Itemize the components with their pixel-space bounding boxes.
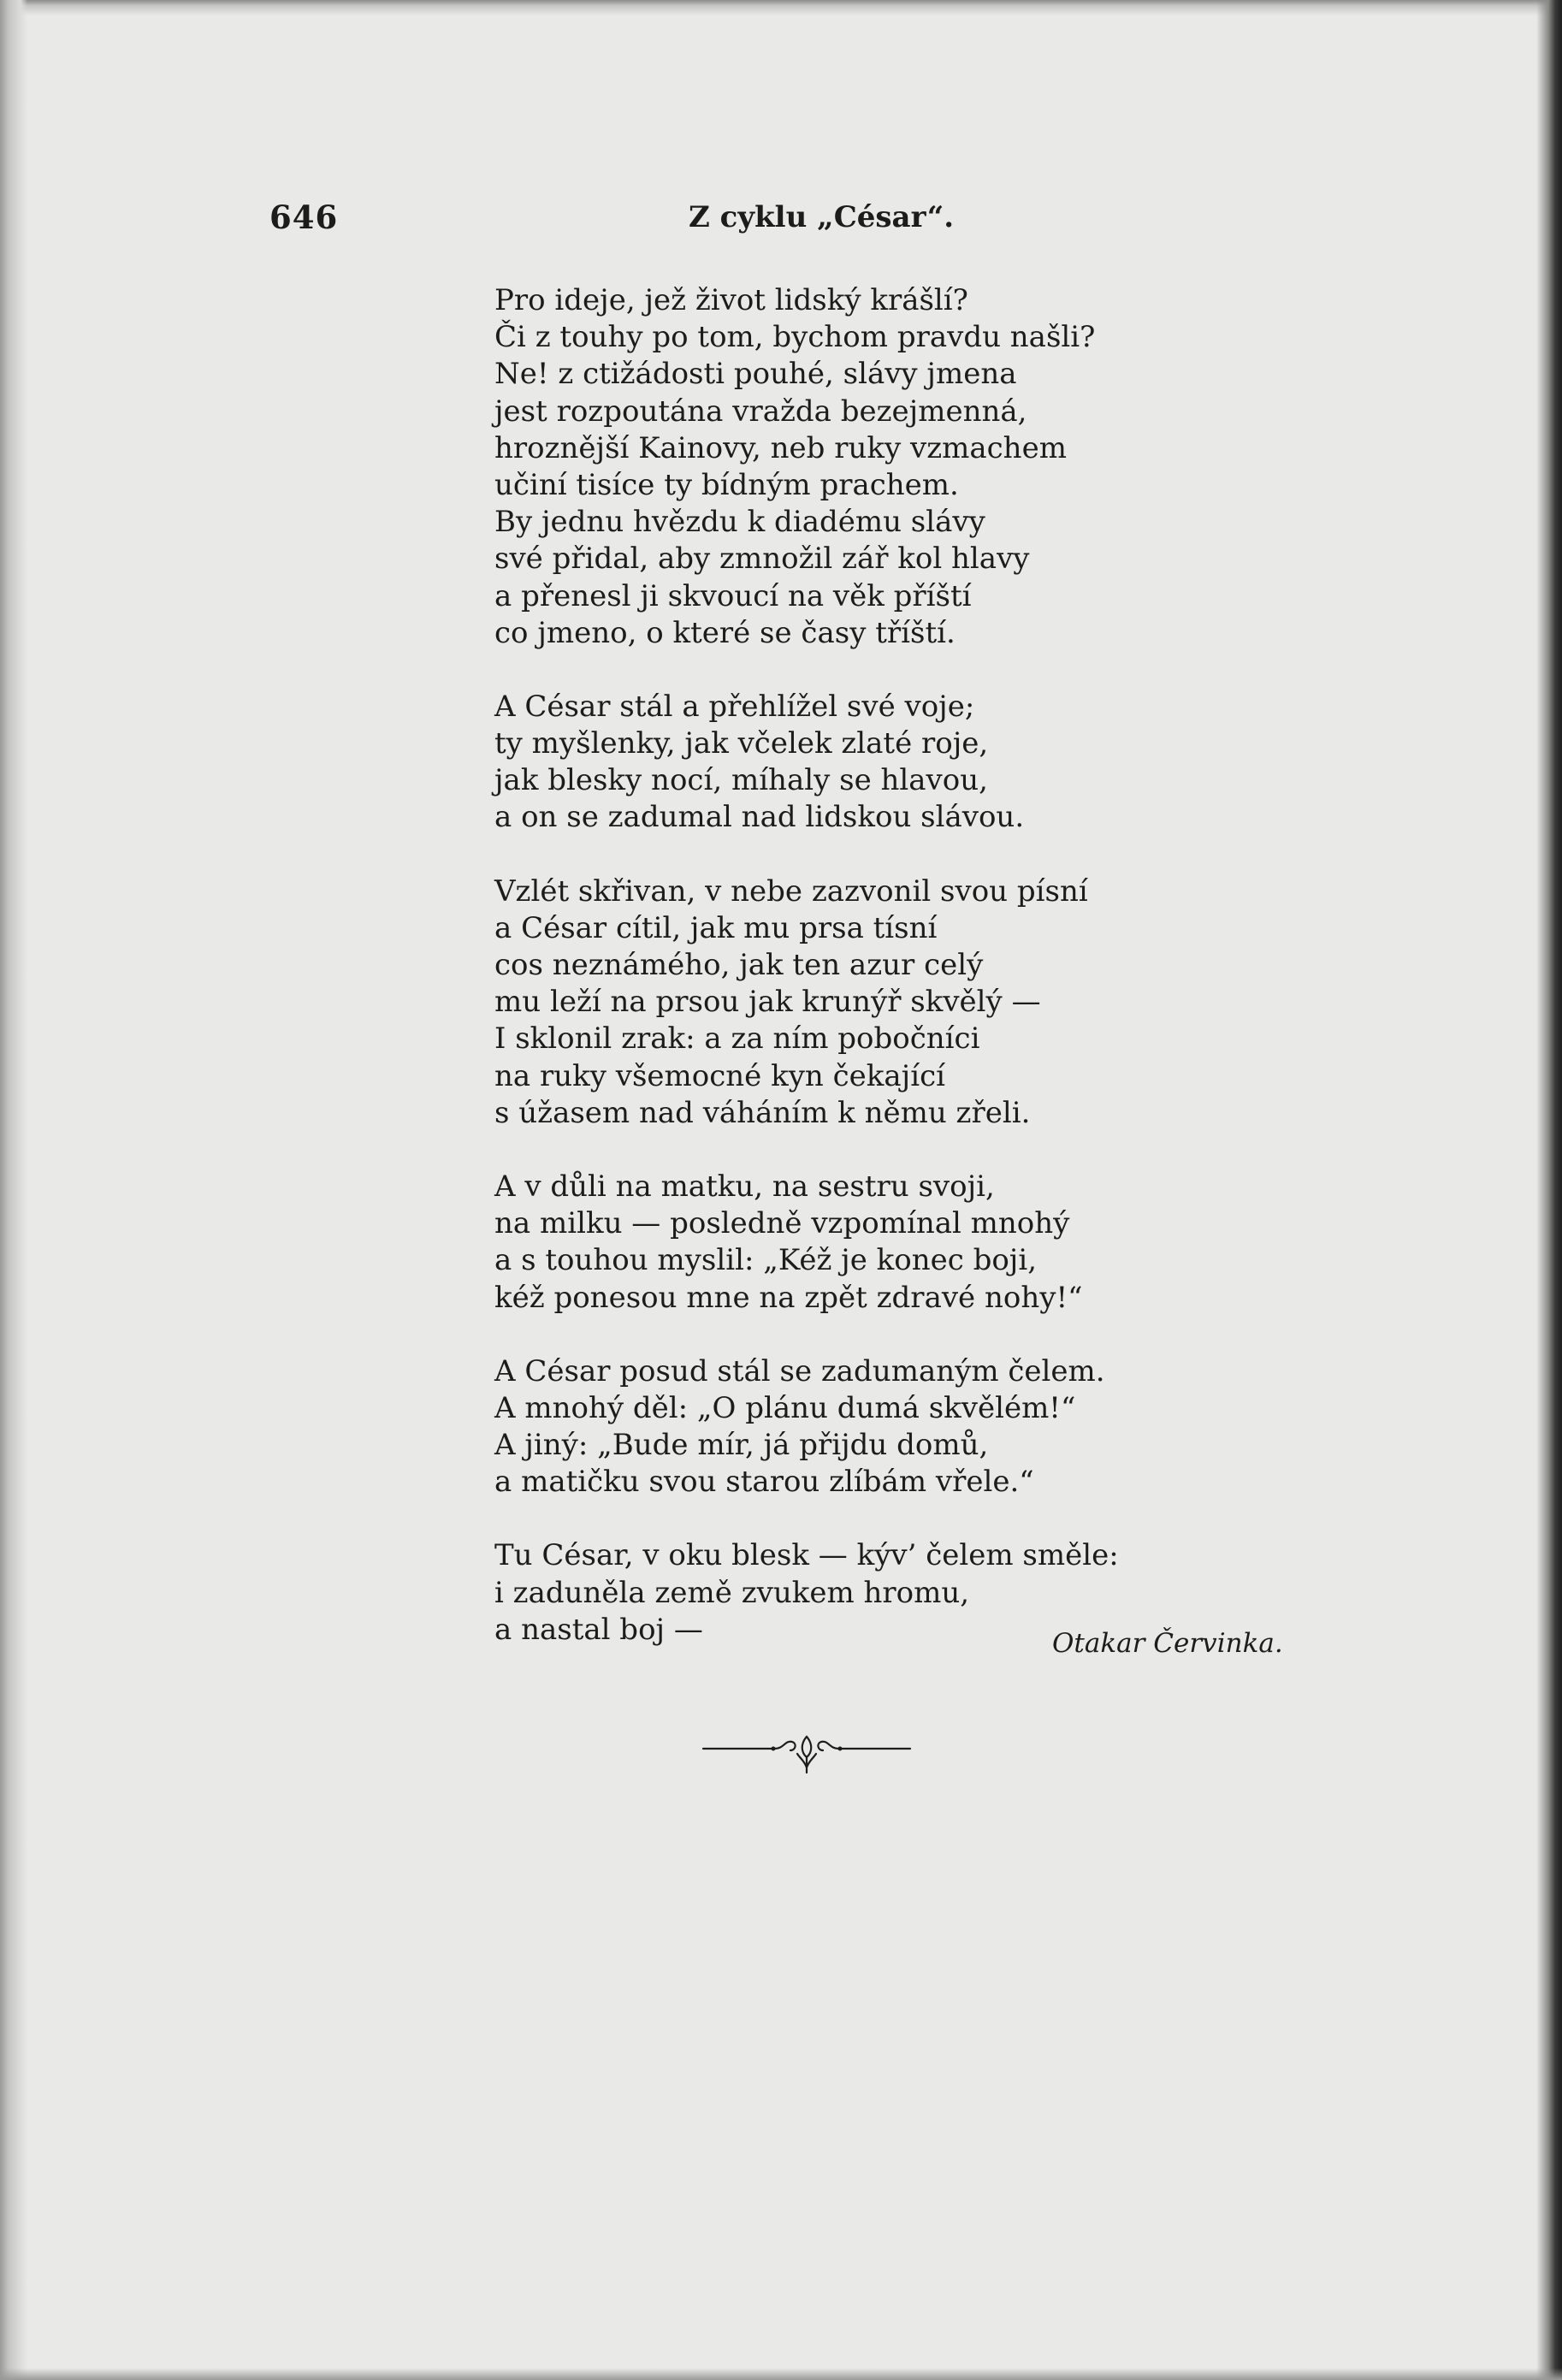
- author-signature: Otakar Červinka.: [1052, 1628, 1283, 1659]
- poem-line: mu leží na prsou jak krunýř skvělý —: [494, 985, 1041, 1020]
- poem-line: Tu César, v oku blesk — kýv’ čelem směle:: [494, 1538, 1119, 1573]
- poem: [494, 282, 1350, 1685]
- poem-line: By jednu hvězdu k diadému slávy: [494, 505, 985, 540]
- poem-line: učiní tisíce ty bídným prachem.: [494, 467, 959, 502]
- poem-line: a matičku svou starou zlíbám vřele.“: [494, 1465, 1034, 1500]
- page-edge-bottom: [0, 2368, 1562, 2380]
- poem-line: cos neznámého, jak ten azur celý: [494, 948, 984, 982]
- poem-line: A César posud stál se zadumaným čelem.: [494, 1353, 1105, 1388]
- poem-line: hroznější Kainovy, neb ruky vzmachem: [494, 430, 1067, 465]
- poem-line: kéž ponesou mne na zpět zdravé nohy!“: [494, 1280, 1083, 1315]
- poem-line: i zaduněla země zvukem hromu,: [494, 1575, 970, 1610]
- fleuron-ornament-icon: [700, 1730, 914, 1781]
- poem-line: a César cítil, jak mu prsa tísní: [494, 910, 938, 945]
- poem-line: na ruky všemocné kyn čekající: [494, 1058, 945, 1093]
- stanza-4: [494, 1169, 1350, 1317]
- poem-line: na milku — posledně vzpomínal mnohý: [494, 1206, 1070, 1241]
- poem-line: jest rozpoutána vražda bezejmenná,: [494, 394, 1027, 429]
- page-edge-left: [0, 0, 27, 2380]
- poem-line: a nastal boj —: [494, 1612, 703, 1647]
- page-number: 646: [269, 198, 339, 236]
- poem-line: A César stál a přehlížel své voje;: [494, 689, 975, 724]
- page-edge-top: [0, 0, 1562, 15]
- running-title: Z cyklu „César“.: [689, 200, 955, 234]
- poem-line: Či z touhy po tom, bychom pravdu našli?: [494, 320, 1096, 355]
- poem-line: s úžasem nad váháním k němu zřeli.: [494, 1095, 1031, 1130]
- poem-line: A jiný: „Bude mír, já přijdu domů,: [494, 1428, 989, 1463]
- poem-line: a přenesl ji skvoucí na věk příští: [494, 578, 972, 613]
- poem-line: I sklonil zrak: a za ním pobočníci: [494, 1021, 980, 1057]
- poem-line: a on se zadumal nad lidskou slávou.: [494, 800, 1025, 835]
- poem-line: jak blesky nocí, míhaly se hlavou,: [494, 763, 988, 798]
- stanza-3: [494, 873, 1350, 1132]
- poem-line: své přidal, aby zmnožil zář kol hlavy: [494, 542, 1030, 577]
- poem-line: Pro ideje, jež život lidský krášlí?: [494, 283, 968, 317]
- stanza-1: [494, 282, 1350, 652]
- poem-line: ty myšlenky, jak včelek zlaté roje,: [494, 726, 989, 761]
- poem-line: Vzlét skřivan, v nebe zazvonil svou písní: [494, 873, 1088, 909]
- stanza-5: [494, 1353, 1350, 1501]
- stanza-2: [494, 689, 1350, 837]
- poem-line: a s touhou myslil: „Kéž je konec boji,: [494, 1243, 1038, 1278]
- page-header: [269, 198, 1296, 241]
- poem-line: A mnohý děl: „O plánu dumá skvělém!“: [494, 1390, 1076, 1425]
- page-edge-right: [1536, 0, 1562, 2380]
- poem-line: co jmeno, o které se časy tříští.: [494, 615, 956, 650]
- poem-line: A v důli na matku, na sestru svoji,: [494, 1169, 995, 1204]
- poem-line: Ne! z ctižádosti pouhé, slávy jmena: [494, 357, 1017, 392]
